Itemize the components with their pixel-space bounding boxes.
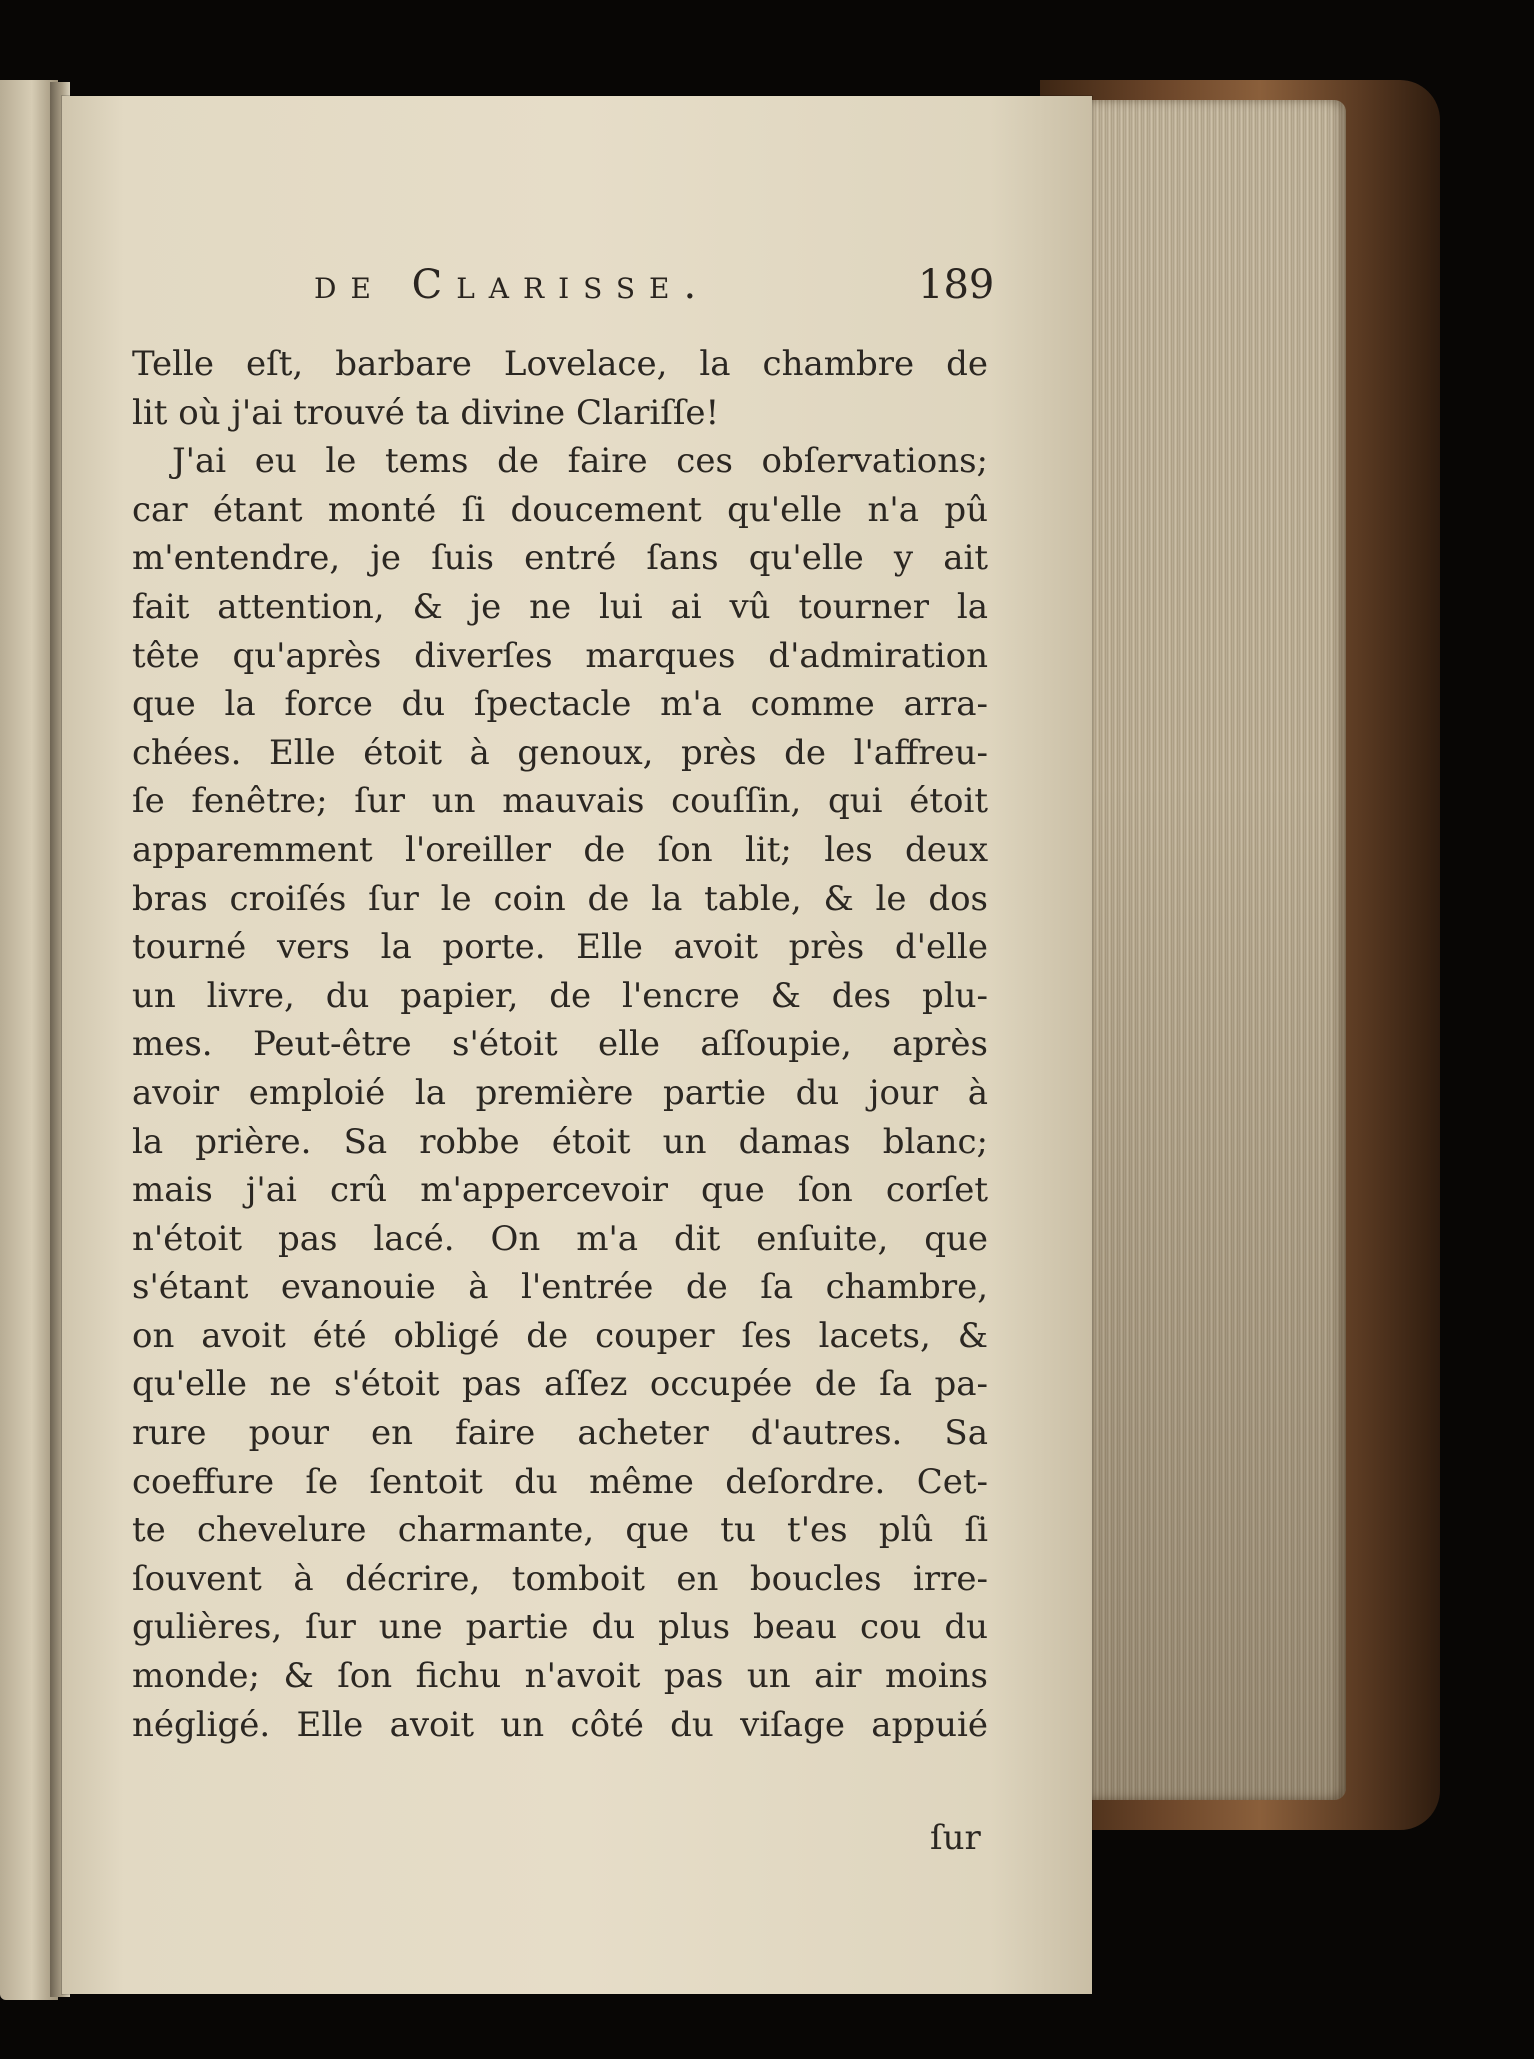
text-line: qu'elle ne s'étoit pas aſſez occupée de ſa pa- — [132, 1364, 988, 1405]
text-line: la prière. Sa robbe étoit un damas blanc; — [132, 1121, 988, 1162]
text-line: on avoit été obligé de couper ſes lacets, & — [132, 1315, 988, 1356]
text-line: m'entendre, je ſuis entré ſans qu'elle y ait — [132, 538, 988, 579]
text-line: mes. Peut-être s'étoit elle aſſoupie, après — [132, 1024, 988, 1065]
text-line: gulières, ſur une partie du plus beau cou du — [132, 1607, 988, 1648]
text-line: s'étant evanouie à l'entrée de ſa chambre, — [132, 1267, 988, 1308]
running-head — [62, 262, 1092, 322]
text-line: ſe fenêtre; ſur un mauvais couſſin, qui étoit — [132, 781, 988, 822]
text-line: tête qu'après diverſes marques d'admiration — [132, 635, 988, 676]
book-page — [62, 96, 1092, 1994]
text-line: J'ai eu le tems de faire ces obſervations; — [172, 441, 988, 482]
text-line: coeffure ſe ſentoit du même deſordre. Cet- — [132, 1461, 988, 1502]
text-line: fait attention, & je ne lui ai vû tourner la — [132, 586, 988, 627]
text-line: tourné vers la porte. Elle avoit près d'elle — [132, 927, 988, 968]
text-line: lit où j'ai trouvé ta divine Clariſſe! — [132, 392, 720, 433]
running-head-title: de Clarisse. — [314, 262, 711, 308]
text-line: avoir emploié la première partie du jour à — [132, 1072, 988, 1113]
text-line: négligé. Elle avoit un côté du viſage appuié — [132, 1704, 988, 1745]
text-line: chées. Elle étoit à genoux, près de l'affreu- — [132, 732, 988, 773]
body-text — [132, 340, 988, 1749]
catchword: ſur — [930, 1818, 981, 1858]
text-line: te chevelure charmante, que tu t'es plû ſi — [132, 1510, 988, 1551]
text-line: rure pour en faire acheter d'autres. Sa — [132, 1413, 988, 1454]
text-line: monde; & ſon fichu n'avoit pas un air moins — [132, 1656, 988, 1697]
text-line: car étant monté ſi doucement qu'elle n'a pû — [132, 489, 988, 530]
text-line: que la force du ſpectacle m'a comme arra- — [132, 684, 988, 725]
text-line: un livre, du papier, de l'encre & des plu- — [132, 975, 988, 1016]
text-line: ſouvent à décrire, tomboit en boucles irre- — [132, 1558, 988, 1599]
text-line: bras croiſés ſur le coin de la table, & le dos — [132, 878, 988, 919]
page-fore-edge-shade — [1088, 100, 1346, 1800]
text-line: n'étoit pas lacé. On m'a dit enſuite, que — [132, 1218, 988, 1259]
text-line: apparemment l'oreiller de ſon lit; les deux — [132, 829, 988, 870]
text-line: mais j'ai crû m'appercevoir que ſon corſet — [132, 1170, 988, 1211]
text-line: Telle eſt, barbare Lovelace, la chambre de — [132, 344, 988, 384]
page-number: 189 — [918, 262, 995, 308]
